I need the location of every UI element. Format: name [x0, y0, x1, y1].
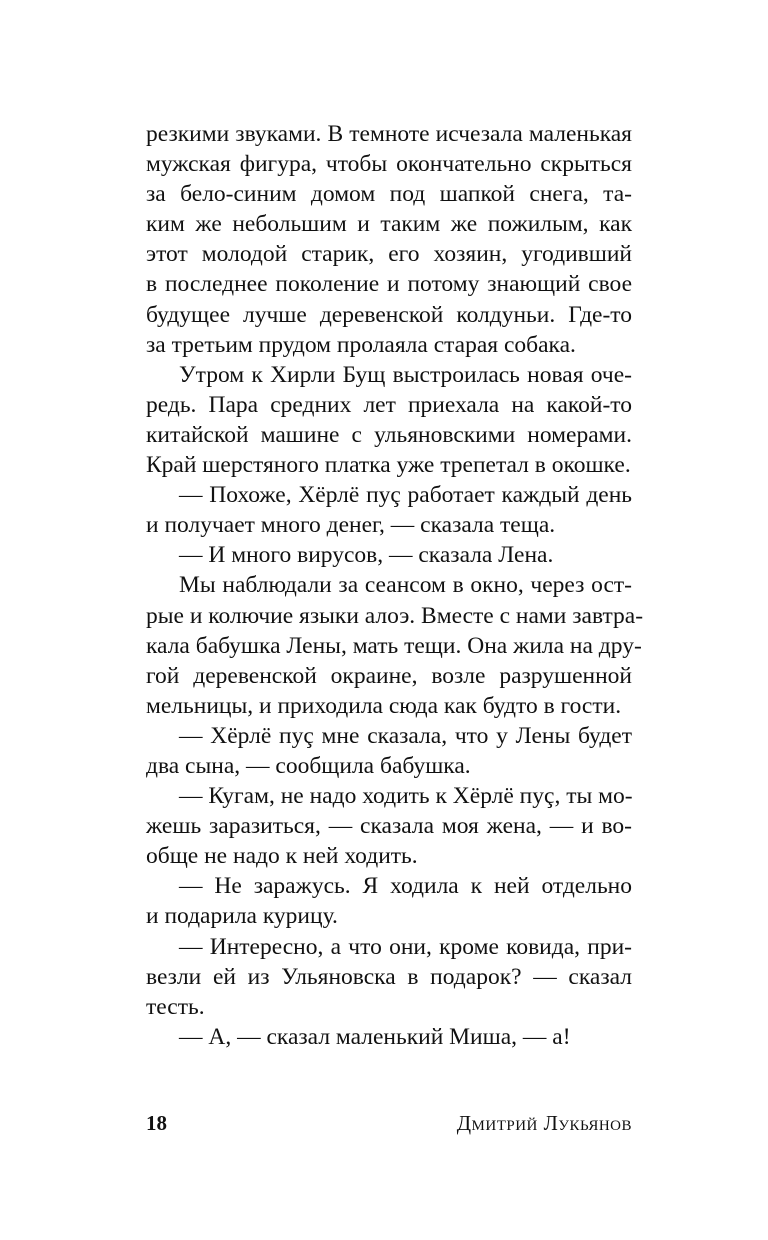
text-line: жешь заразиться, — сказала моя жена, — и во- — [146, 813, 632, 840]
text-line: мельницы, и приходила сюда как будто в гости. — [146, 692, 622, 719]
body-text — [146, 119, 644, 1052]
text-line: — И много вирусов, — сказала Лена. — [179, 542, 554, 569]
text-line: китайской машине с ульяновскими номерами. — [146, 421, 632, 448]
text-line: — А, — сказал маленький Миша, — а! — [179, 1023, 571, 1050]
text-line: — Кугам, не надо ходить к Хёрлё пуç, ты мо- — [179, 783, 633, 810]
text-line: гой деревенской окраине, возле разрушенной — [146, 662, 632, 689]
text-line: — Похоже, Хёрлё пуç работает каждый день — [179, 482, 632, 509]
text-line: Мы наблюдали за сеансом в окно, через ост- — [179, 572, 632, 599]
text-line: два сына, — сообщила бабушка. — [146, 752, 471, 779]
text-line: — Не заражусь. Я ходила к ней отдельно — [179, 873, 632, 900]
text-line: мужская фигура, чтобы окончательно скрыться — [146, 151, 632, 178]
text-line: кала бабушка Лены, мать тещи. Она жила на дру- — [146, 632, 642, 659]
text-line: за третьим прудом пролаяла старая собака. — [146, 331, 576, 358]
text-line: резкими звуками. В темноте исчезала маленькая — [146, 121, 632, 147]
text-line: этот молодой старик, его хозяин, угодивший — [146, 241, 632, 268]
text-line: и получает много денег, — сказала теща. — [146, 512, 556, 539]
text-line: тесть. — [146, 993, 205, 1020]
text-line: в последнее поколение и потому знающий свое — [146, 271, 632, 298]
text-line: обще не надо к ней ходить. — [146, 843, 418, 870]
text-line: редь. Пара средних лет приехала на какой-то — [146, 391, 632, 418]
text-line: и подарила курицу. — [146, 903, 338, 930]
text-line: рые и колючие языки алоэ. Вместе с нами завтра- — [146, 602, 644, 629]
page-footer — [146, 1106, 632, 1140]
text-line: будущее лучше деревенской колдуньи. Где-то — [146, 301, 632, 328]
page-number: 18 — [146, 1111, 167, 1135]
text-line: Утром к Хирли Бущ выстроилась новая оче- — [179, 361, 632, 388]
text-line: Край шерстяного платка уже трепетал в окошке. — [146, 452, 631, 479]
author-name: Дмитрий Лукьянов — [456, 1111, 632, 1135]
text-line: везли ей из Ульяновска в подарок? — сказал — [146, 963, 632, 990]
text-line: за бело-синим домом под шапкой снега, та- — [146, 181, 632, 208]
text-line: — Хёрлё пуç мне сказала, что у Лены будет — [179, 722, 632, 749]
text-line: — Интересно, а что они, кроме ковида, при- — [179, 933, 632, 960]
text-line: ким же небольшим и таким же пожилым, как — [146, 211, 632, 238]
